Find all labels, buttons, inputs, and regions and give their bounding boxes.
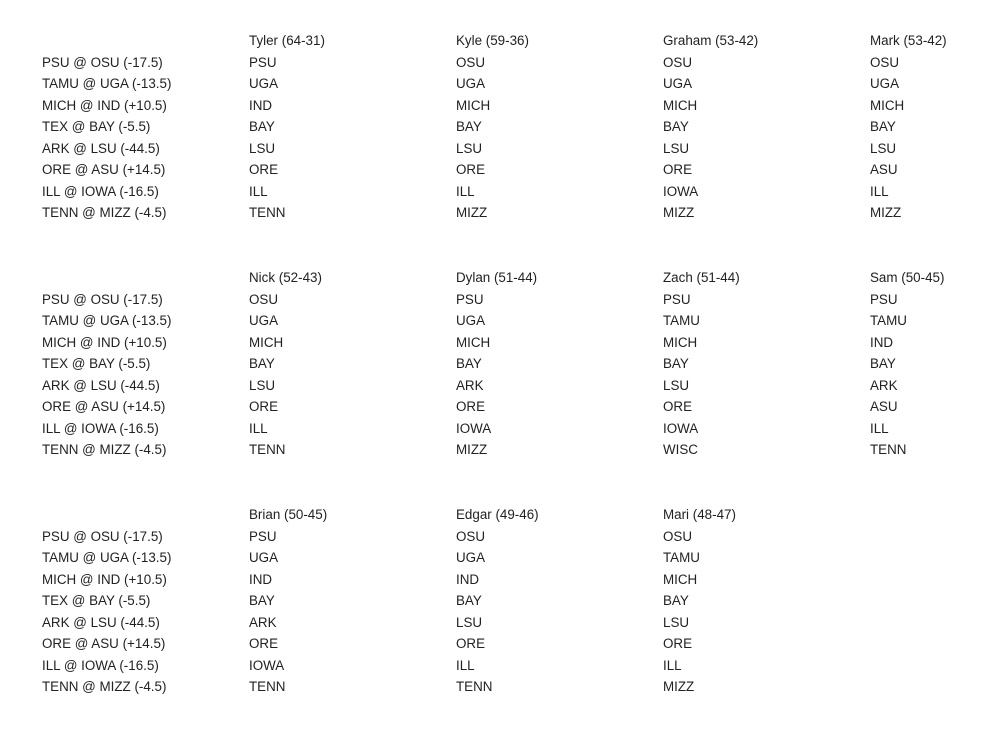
pick-cell: UGA bbox=[456, 76, 486, 91]
pick-cell: UGA bbox=[663, 76, 693, 91]
game-label: ILL @ IOWA (-16.5) bbox=[42, 420, 159, 436]
pick-cell: ORE bbox=[249, 162, 279, 177]
pick-cell: TENN bbox=[249, 679, 286, 694]
pick-cell: UGA bbox=[249, 550, 279, 565]
pick-cell: TENN bbox=[870, 442, 907, 457]
pick-cell: MICH bbox=[870, 97, 905, 113]
game-row bbox=[0, 353, 1000, 375]
pick-cell: ORE bbox=[249, 399, 279, 414]
picker-name: Dylan (51-44) bbox=[456, 270, 538, 285]
picker-name: Tyler (64-31) bbox=[249, 33, 325, 48]
game-label: MICH @ IND (+10.5) bbox=[42, 571, 167, 587]
pick-cell: UGA bbox=[249, 76, 279, 91]
picker-name: Kyle (59-36) bbox=[456, 33, 529, 48]
pick-cell: LSU bbox=[456, 614, 483, 630]
pick-cell: ORE bbox=[456, 636, 486, 651]
pick-cell: LSU bbox=[663, 614, 690, 630]
pick-cell: WISC bbox=[663, 442, 698, 457]
game-label: MICH @ IND (+10.5) bbox=[42, 97, 167, 113]
pick-cell: MIZZ bbox=[870, 205, 902, 220]
pick-cell: PSU bbox=[249, 528, 277, 544]
game-row bbox=[0, 52, 1000, 74]
game-row bbox=[0, 439, 1000, 461]
game-row bbox=[0, 138, 1000, 160]
pick-cell: BAY bbox=[663, 119, 689, 134]
pick-cell: TENN bbox=[249, 442, 286, 457]
game-label: MICH @ IND (+10.5) bbox=[42, 334, 167, 350]
pick-cell: ILL bbox=[870, 420, 889, 436]
pick-cell: OSU bbox=[663, 528, 693, 544]
game-label: ARK @ LSU (-44.5) bbox=[42, 614, 160, 630]
game-label: ARK @ LSU (-44.5) bbox=[42, 377, 160, 393]
pick-cell: OSU bbox=[870, 54, 900, 70]
pick-cell: ORE bbox=[663, 162, 693, 177]
pick-cell: TAMU bbox=[663, 313, 700, 328]
pick-cell: ILL bbox=[870, 183, 889, 199]
pick-cell: ORE bbox=[456, 162, 486, 177]
game-label: TAMU @ UGA (-13.5) bbox=[42, 550, 172, 565]
pick-cell: MICH bbox=[249, 334, 284, 350]
pick-cell: BAY bbox=[870, 356, 896, 371]
pick-cell: LSU bbox=[663, 140, 690, 156]
pick-cell: PSU bbox=[870, 291, 898, 307]
game-row bbox=[0, 310, 1000, 332]
game-row bbox=[0, 676, 1000, 698]
game-row bbox=[0, 569, 1000, 591]
game-row bbox=[0, 418, 1000, 440]
game-row bbox=[0, 526, 1000, 548]
pick-cell: ORE bbox=[663, 636, 693, 651]
pick-cell: LSU bbox=[456, 140, 483, 156]
pick-cell: LSU bbox=[249, 140, 276, 156]
picker-name: Nick (52-43) bbox=[249, 270, 322, 285]
game-label: ILL @ IOWA (-16.5) bbox=[42, 183, 159, 199]
picker-name: Brian (50-45) bbox=[249, 507, 328, 522]
pick-cell: MIZZ bbox=[456, 442, 488, 457]
pick-cell: IND bbox=[249, 571, 273, 587]
picker-name: Edgar (49-46) bbox=[456, 507, 539, 522]
game-row bbox=[0, 375, 1000, 397]
pick-cell: BAY bbox=[249, 119, 275, 134]
picker-header-row bbox=[0, 267, 1000, 289]
pick-cell: UGA bbox=[456, 313, 486, 328]
picker-header-row bbox=[0, 504, 1000, 526]
pick-cell: LSU bbox=[870, 140, 897, 156]
game-row bbox=[0, 590, 1000, 612]
pick-cell: ORE bbox=[249, 636, 279, 651]
pick-cell: ILL bbox=[456, 183, 475, 199]
game-row bbox=[0, 181, 1000, 203]
pick-cell: BAY bbox=[249, 356, 275, 371]
pick-cell: UGA bbox=[249, 313, 279, 328]
picker-name: Graham (53-42) bbox=[663, 33, 759, 48]
game-row bbox=[0, 116, 1000, 138]
game-label: TAMU @ UGA (-13.5) bbox=[42, 76, 172, 91]
game-row bbox=[0, 547, 1000, 569]
pick-cell: MIZZ bbox=[456, 205, 488, 220]
pick-cell: UGA bbox=[456, 550, 486, 565]
game-label: ORE @ ASU (+14.5) bbox=[42, 636, 166, 651]
game-label: ORE @ ASU (+14.5) bbox=[42, 162, 166, 177]
pick-cell: UGA bbox=[870, 76, 900, 91]
pick-cell: ARK bbox=[249, 614, 277, 630]
game-label: ILL @ IOWA (-16.5) bbox=[42, 657, 159, 673]
pick-cell: ARK bbox=[870, 377, 898, 393]
pick-cell: LSU bbox=[663, 377, 690, 393]
pick-cell: PSU bbox=[456, 291, 484, 307]
pick-cell: BAY bbox=[870, 119, 896, 134]
pick-cell: IOWA bbox=[249, 657, 285, 673]
game-row bbox=[0, 159, 1000, 181]
picker-name: Sam (50-45) bbox=[870, 270, 945, 285]
picker-header-row bbox=[0, 30, 1000, 52]
game-label: TENN @ MIZZ (-4.5) bbox=[42, 679, 167, 694]
pick-cell: BAY bbox=[456, 356, 482, 371]
pick-cell: IND bbox=[456, 571, 480, 587]
game-row bbox=[0, 655, 1000, 677]
pick-cell: BAY bbox=[456, 119, 482, 134]
pick-cell: BAY bbox=[663, 593, 689, 608]
picks-block-3 bbox=[0, 504, 1000, 698]
pick-cell: BAY bbox=[663, 356, 689, 371]
pick-cell: ILL bbox=[249, 183, 268, 199]
game-label: TEX @ BAY (-5.5) bbox=[42, 119, 151, 134]
picker-name: Mari (48-47) bbox=[663, 507, 736, 522]
picks-block-1 bbox=[0, 30, 1000, 224]
pick-cell: ORE bbox=[663, 399, 693, 414]
pick-cell: ILL bbox=[456, 657, 475, 673]
game-label: TENN @ MIZZ (-4.5) bbox=[42, 442, 167, 457]
game-label: PSU @ OSU (-17.5) bbox=[42, 528, 163, 544]
pick-cell: TAMU bbox=[870, 313, 907, 328]
game-row bbox=[0, 332, 1000, 354]
pick-cell: BAY bbox=[249, 593, 275, 608]
pick-cell: LSU bbox=[249, 377, 276, 393]
pick-cell: OSU bbox=[663, 54, 693, 70]
picks-block-2 bbox=[0, 267, 1000, 461]
game-label: TEX @ BAY (-5.5) bbox=[42, 356, 151, 371]
game-row bbox=[0, 95, 1000, 117]
pick-cell: TENN bbox=[456, 679, 493, 694]
pick-cell: IND bbox=[870, 334, 894, 350]
game-label: PSU @ OSU (-17.5) bbox=[42, 291, 163, 307]
pick-cell: MICH bbox=[456, 334, 491, 350]
pick-cell: ORE bbox=[456, 399, 486, 414]
pick-cell: ILL bbox=[663, 657, 682, 673]
game-label: TEX @ BAY (-5.5) bbox=[42, 593, 151, 608]
pick-cell: ASU bbox=[870, 162, 898, 177]
pick-cell: MIZZ bbox=[663, 205, 695, 220]
pick-cell: MICH bbox=[663, 334, 698, 350]
pick-cell: TENN bbox=[249, 205, 286, 220]
pick-cell: PSU bbox=[663, 291, 691, 307]
pick-cell: ILL bbox=[249, 420, 268, 436]
pick-cell: IOWA bbox=[663, 420, 699, 436]
pick-cell: IOWA bbox=[663, 183, 699, 199]
pick-cell: MICH bbox=[663, 97, 698, 113]
pick-cell: IND bbox=[249, 97, 273, 113]
game-label: TENN @ MIZZ (-4.5) bbox=[42, 205, 167, 220]
game-label: TAMU @ UGA (-13.5) bbox=[42, 313, 172, 328]
pick-cell: ARK bbox=[456, 377, 484, 393]
pick-cell: MIZZ bbox=[663, 679, 695, 694]
game-row bbox=[0, 396, 1000, 418]
pick-cell: TAMU bbox=[663, 550, 700, 565]
pick-cell: BAY bbox=[456, 593, 482, 608]
picker-name: Zach (51-44) bbox=[663, 270, 740, 285]
game-label: ARK @ LSU (-44.5) bbox=[42, 140, 160, 156]
pick-cell: IOWA bbox=[456, 420, 492, 436]
game-row bbox=[0, 73, 1000, 95]
game-label: ORE @ ASU (+14.5) bbox=[42, 399, 166, 414]
pick-cell: PSU bbox=[249, 54, 277, 70]
game-row bbox=[0, 612, 1000, 634]
game-row bbox=[0, 202, 1000, 224]
pick-cell: MICH bbox=[663, 571, 698, 587]
game-row bbox=[0, 289, 1000, 311]
game-row bbox=[0, 633, 1000, 655]
pick-cell: OSU bbox=[456, 528, 486, 544]
picker-name: Mark (53-42) bbox=[870, 33, 947, 48]
pick-cell: OSU bbox=[249, 291, 279, 307]
pick-cell: ASU bbox=[870, 399, 898, 414]
pick-cell: OSU bbox=[456, 54, 486, 70]
game-label: PSU @ OSU (-17.5) bbox=[42, 54, 163, 70]
pick-cell: MICH bbox=[456, 97, 491, 113]
